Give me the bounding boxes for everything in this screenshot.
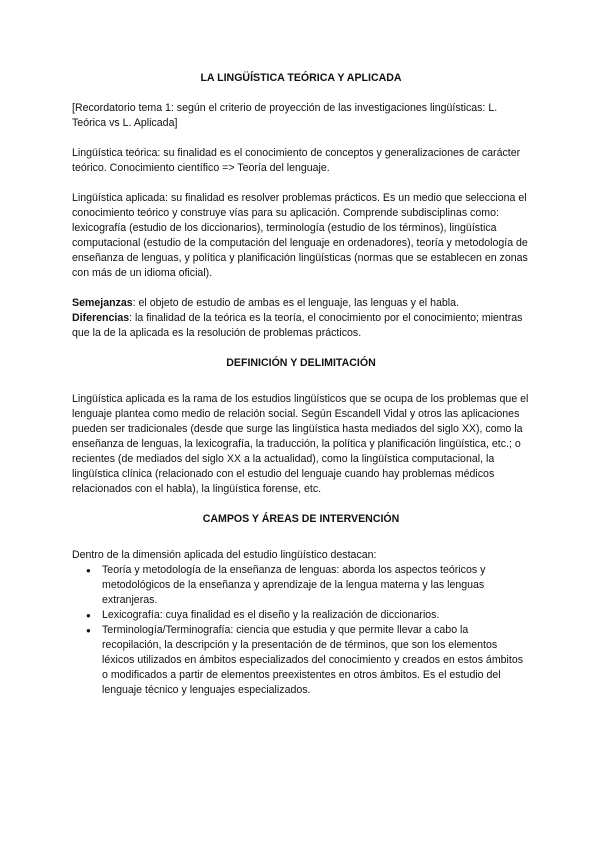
teorica-paragraph: Lingüística teórica: su finalidad es el conocimiento de conceptos y generalizaciones de carácter teórico. Conocimiento científico => Teoría del lenguaje. — [72, 147, 521, 174]
list-item: ● Teoría y metodología de la enseñanza de lenguas: aborda los aspectos teóricos y metodológicos de la enseñanza y aprendizaje de la lengua materna y las lenguas extranjeras. — [102, 563, 530, 608]
definicion-paragraph: Lingüística aplicada es la rama de los estudios lingüísticos que se ocupa de los problemas que el lenguaje plantea como medio de relación social. Según Escandell Vidal y otros las aplicaciones pueden ser tradicionales (desde que surge las lingüística hasta mediados del siglo XX), como la enseñanza de lenguas, la lexicografía, la traducción, la política y planificación lingüística, etc.; o recientes (de mediados del siglo XX a la actualidad), como la lingüística computacional, la lingüística clínica (relacionado con el estudio del lenguaje cuando hay problemas médicos relacionados con el habla), la lingüística forense, etc. — [72, 393, 529, 495]
semejanzas-paragraph — [72, 296, 530, 311]
diferencias-label: Diferencias — [72, 312, 130, 324]
document-body — [72, 71, 530, 698]
list-item: ● Lexicografía: cuya finalidad es el diseño y la realización de diccionarios. — [102, 608, 530, 623]
campos-intro: Dentro de la dimensión aplicada del estudio lingüístico destacan: — [72, 549, 377, 561]
aplicada-paragraph: Lingüística aplicada: su finalidad es resolver problemas prácticos. Es un medio que selecciona el conocimiento teórico y construye vías para su aplicación. Comprende subdisciplinas como: lexicografía (estudio de los diccionarios), terminología (estudio de los términos), lingüística computacional (estudio de la computación del lenguaje en ordenadores), teoría y metodología de enseñanza de lenguas, y política y planificación lingüísticas (normas que se establecen en zonas con más de un idioma oficial). — [72, 192, 528, 279]
campos-list — [72, 563, 530, 698]
diferencias-paragraph — [72, 311, 530, 341]
semejanzas-text: : el objeto de estudio de ambas es el lenguaje, las lenguas y el habla. — [132, 297, 459, 309]
document-title: LA LINGÜÍSTICA TEÓRICA Y APLICADA — [200, 72, 402, 84]
diferencias-text: : la finalidad de la teórica es la teoría, el conocimiento por el conocimiento; mientras que la de la aplicada es la resolución de problemas prácticos. — [72, 312, 523, 339]
section-heading-definicion: DEFINICIÓN Y DELIMITACIÓN — [226, 357, 376, 369]
section-heading-campos: CAMPOS Y ÁREAS DE INTERVENCIÓN — [202, 513, 400, 525]
semejanzas-label: Semejanzas — [72, 297, 133, 309]
reminder-paragraph: [Recordatorio tema 1: según el criterio de proyección de las investigaciones lingüísticas: L. Teórica vs L. Aplicada] — [72, 102, 498, 129]
list-item: ● Terminología/Terminografía: ciencia que estudia y que permite llevar a cabo la recopilación, la descripción y la presentación de de términos, que son los elementos léxicos utilizados en ámbitos especializados del conocimiento y creados en estos ámbitos o modificados a partir de elementos preexistentes en otros ámbitos. Es el estudio del lenguaje técnico y lenguajes especializados. — [102, 623, 530, 698]
